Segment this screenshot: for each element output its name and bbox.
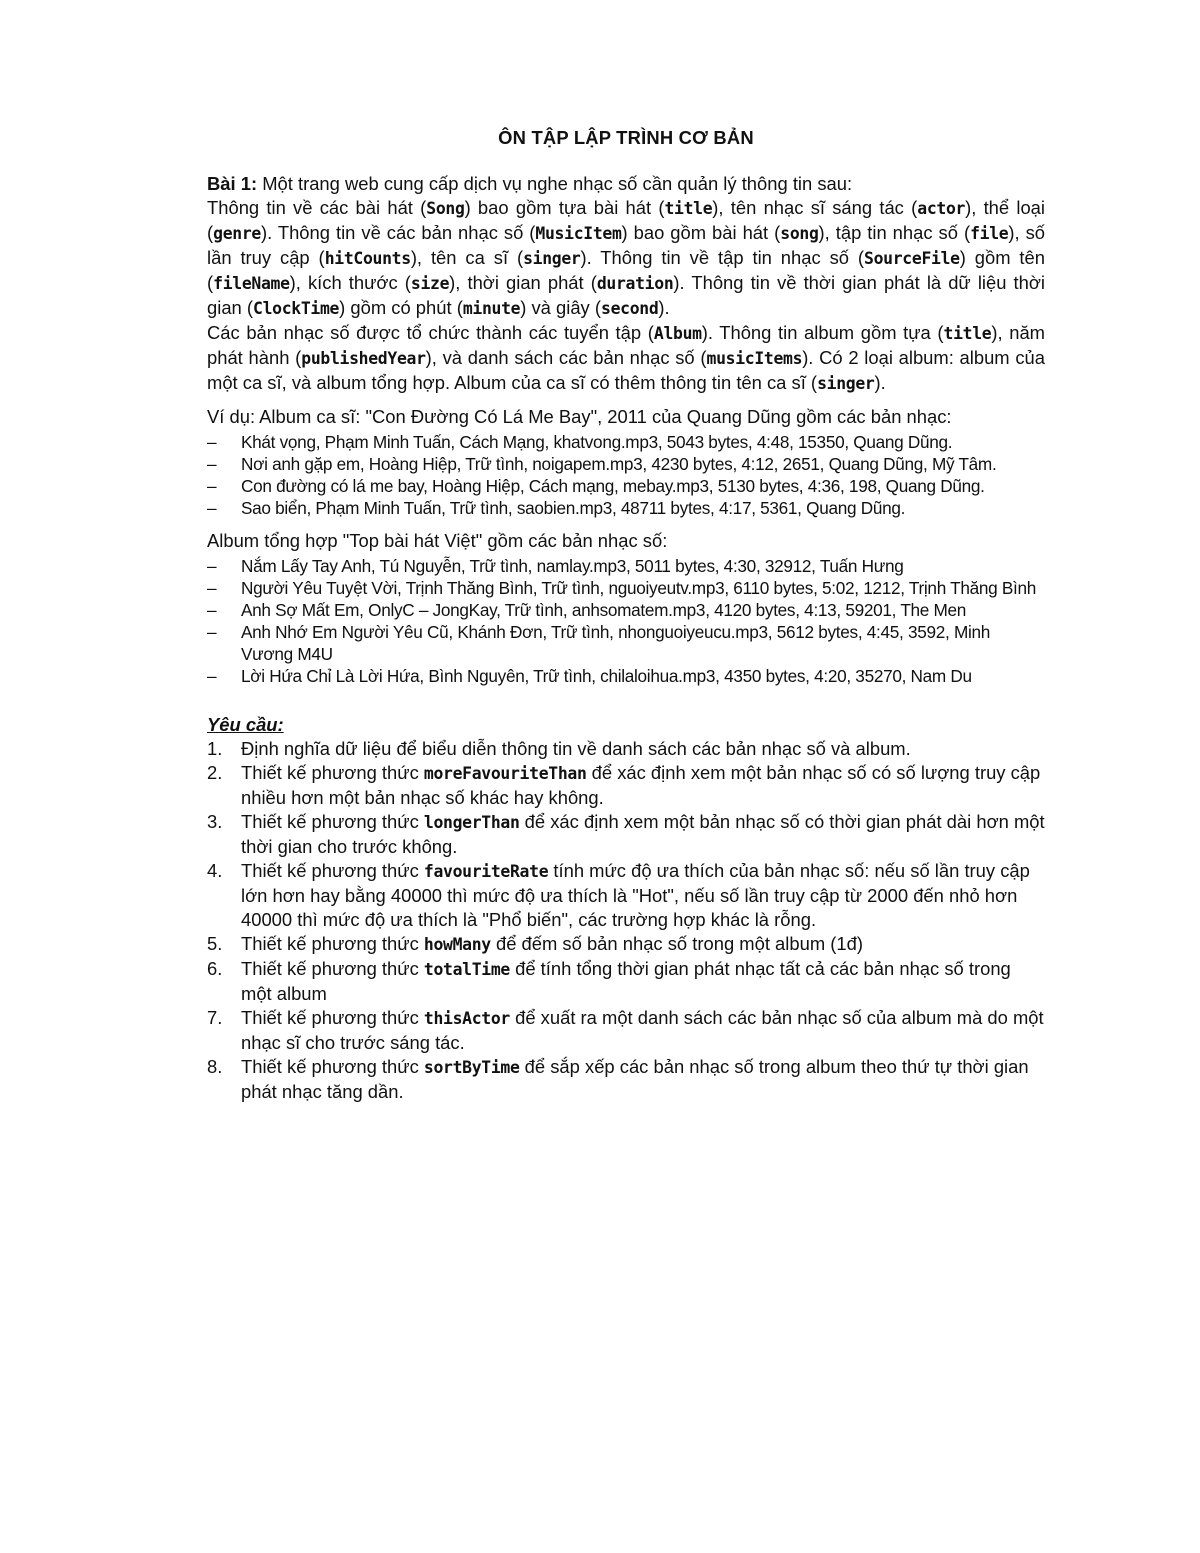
- code-identifier: hitCounts: [324, 249, 411, 268]
- requirement-text: Thiết kế phương thức: [241, 762, 424, 783]
- singer-album-list: [207, 431, 1045, 519]
- list-bullet: –: [207, 498, 217, 518]
- description-text: ), thể loại (: [207, 197, 1045, 243]
- list-bullet: –: [207, 666, 217, 686]
- requirement-item: [207, 810, 1045, 859]
- method-name: moreFavouriteThan: [423, 764, 587, 783]
- description-text: ), kích thước (: [289, 272, 411, 293]
- requirement-text: tính mức độ ưa thích của bản nhạc số: nếu số lần truy cập lớn hơn hay bằng 40000 thì mức độ ưa thích là "Hot", nếu số lần truy cập từ 2000 đến nhỏ hơn 40000 thì mức độ ưa thích là "Phổ biến", các trường hợp khác là rỗng.: [241, 860, 1030, 930]
- compilation-intro: Album tổng hợp "Top bài hát Việt" gồm các bản nhạc số:: [207, 530, 668, 551]
- code-identifier: actor: [917, 199, 966, 218]
- code-identifier: Album: [653, 324, 702, 343]
- method-name: longerThan: [423, 813, 520, 832]
- code-identifier: SourceFile: [864, 249, 960, 268]
- document-page: [207, 126, 1045, 1104]
- list-item-text: Sao biển, Phạm Minh Tuấn, Trữ tình, saobien.mp3, 48711 bytes, 4:17, 5361, Quang Dũng.: [241, 498, 906, 518]
- description-text: ). Thông tin về thời gian phát là dữ liệu thời gian (: [207, 272, 1045, 318]
- requirement-number: 1.: [207, 738, 223, 759]
- requirement-number: 3.: [207, 811, 223, 832]
- list-bullet: –: [207, 454, 217, 474]
- requirement-item: [207, 737, 1045, 761]
- code-identifier: size: [410, 274, 450, 293]
- exercise-intro: [207, 172, 1045, 196]
- requirement-text: để xác định xem một bản nhạc số có số lượng truy cập nhiều hơn một bản nhạc số khác hay không.: [241, 762, 1041, 808]
- code-identifier: minute: [462, 299, 521, 318]
- list-bullet: –: [207, 556, 217, 576]
- requirement-text: để xuất ra một danh sách các bản nhạc số của album mà do một nhạc sĩ cho trước sáng tác.: [241, 1007, 1044, 1053]
- requirement-text: Thiết kế phương thức: [241, 933, 424, 954]
- description-text: ). Thông tin về các bản nhạc số (: [260, 222, 536, 243]
- code-identifier: publishedYear: [301, 349, 426, 368]
- code-identifier: singer: [817, 374, 875, 393]
- requirement-item: [207, 761, 1045, 810]
- song-list-item: [207, 453, 1045, 475]
- exercise-label: Bài 1:: [207, 173, 258, 194]
- code-identifier: song: [780, 224, 819, 243]
- requirement-text: để đếm số bản nhạc số trong một album (1đ): [490, 933, 863, 954]
- description-text: Các bản nhạc số được tổ chức thành các tuyển tập (: [207, 322, 654, 343]
- code-identifier: title: [664, 199, 713, 218]
- requirement-item: [207, 859, 1045, 932]
- code-identifier: title: [943, 324, 992, 343]
- description-text: ) gồm tên (: [207, 247, 1045, 293]
- requirement-item: [207, 1006, 1045, 1055]
- method-name: thisActor: [423, 1009, 510, 1028]
- song-list-item: [207, 599, 1045, 621]
- code-identifier: genre: [213, 224, 261, 243]
- code-identifier: file: [970, 224, 1009, 243]
- code-identifier: second: [601, 299, 659, 318]
- method-name: favouriteRate: [423, 862, 549, 881]
- description-text: ). Thông tin về tập tin nhạc số (: [580, 247, 865, 268]
- requirement-text: Thiết kế phương thức: [241, 1056, 424, 1077]
- code-identifier: musicItems: [706, 349, 803, 368]
- exercise-intro-text: Một trang web cung cấp dịch vụ nghe nhạc số cần quản lý thông tin sau:: [257, 173, 853, 194]
- list-bullet: –: [207, 432, 217, 452]
- description-text: ) bao gồm bài hát (: [621, 222, 781, 243]
- requirement-number: 4.: [207, 860, 223, 881]
- description-text: Thông tin về các bài hát (: [207, 197, 427, 218]
- list-item-text: Lời Hứa Chỉ Là Lời Hứa, Bình Nguyên, Trữ tình, chilaloihua.mp3, 4350 bytes, 4:20, 35270, Nam Du: [241, 666, 972, 686]
- song-list-item: [207, 555, 1045, 577]
- list-bullet: –: [207, 578, 217, 598]
- document-title: ÔN TẬP LẬP TRÌNH CƠ BẢN: [498, 127, 754, 148]
- song-list-item: [207, 497, 1045, 519]
- description-text: ), thời gian phát (: [449, 272, 597, 293]
- description-text: ), tập tin nhạc số (: [818, 222, 971, 243]
- requirement-text: Thiết kế phương thức: [241, 860, 424, 881]
- requirement-item: [207, 932, 1045, 957]
- list-bullet: –: [207, 622, 217, 642]
- requirement-text: Thiết kế phương thức: [241, 1007, 424, 1028]
- description-text: ) gồm có phút (: [339, 297, 463, 318]
- description-text: ), năm phát hành (: [207, 322, 1046, 368]
- method-name: howMany: [423, 935, 491, 954]
- list-item-text: Nơi anh gặp em, Hoàng Hiệp, Trữ tình, noigapem.mp3, 4230 bytes, 4:12, 2651, Quang Dũng, Mỹ Tâm.: [241, 454, 997, 474]
- requirements-list: [207, 737, 1045, 1104]
- description-text: ). Có 2 loại album: album của một ca sĩ, và album tổng hợp. Album của ca sĩ có thêm thông tin tên ca sĩ (: [207, 347, 1045, 393]
- requirement-item: [207, 957, 1045, 1006]
- description-text: ).: [658, 297, 670, 318]
- requirement-text: Thiết kế phương thức: [241, 811, 424, 832]
- list-bullet: –: [207, 600, 217, 620]
- description-text: ), tên ca sĩ (: [410, 247, 524, 268]
- requirement-text: Thiết kế phương thức: [241, 958, 424, 979]
- description-text: ) bao gồm tựa bài hát (: [464, 197, 665, 218]
- requirements-heading: Yêu cầu:: [207, 714, 284, 735]
- requirement-number: 7.: [207, 1007, 223, 1028]
- list-item-text: Nắm Lấy Tay Anh, Tú Nguyễn, Trữ tình, namlay.mp3, 5011 bytes, 4:30, 32912, Tuấn Hưng: [241, 556, 904, 576]
- example-intro: Ví dụ: Album ca sĩ: "Con Đường Có Lá Me Bay", 2011 của Quang Dũng gồm các bản nhạc:: [207, 406, 952, 427]
- code-identifier: singer: [523, 249, 581, 268]
- description-text: ), số lần truy cập (: [207, 222, 1045, 268]
- code-identifier: ClockTime: [253, 299, 340, 318]
- requirement-text: Định nghĩa dữ liệu để biểu diễn thông tin về danh sách các bản nhạc số và album.: [241, 738, 911, 759]
- requirement-number: 2.: [207, 762, 223, 783]
- list-item-text: Người Yêu Tuyệt Vời, Trịnh Thăng Bình, Trữ tình, nguoiyeutv.mp3, 6110 bytes, 5:02, 1212, Trịnh Thăng Bình: [241, 578, 1036, 598]
- description-text: ).: [874, 372, 886, 393]
- list-item-text: Khát vọng, Phạm Minh Tuấn, Cách Mạng, khatvong.mp3, 5043 bytes, 4:48, 15350, Quang Dũng.: [241, 432, 953, 452]
- list-bullet: –: [207, 476, 217, 496]
- code-identifier: Song: [426, 199, 465, 218]
- requirement-number: 8.: [207, 1056, 223, 1077]
- requirement-text: để sắp xếp các bản nhạc số trong album theo thứ tự thời gian phát nhạc tăng dần.: [241, 1056, 1029, 1102]
- requirement-item: [207, 1055, 1045, 1104]
- requirement-text: để xác định xem một bản nhạc số có thời gian phát dài hơn một thời gian cho trước không.: [241, 811, 1045, 857]
- song-list-item: [207, 475, 1045, 497]
- album-description: [207, 321, 1045, 396]
- code-identifier: MusicItem: [535, 224, 622, 243]
- song-list-item: [207, 577, 1045, 599]
- requirement-number: 6.: [207, 958, 223, 979]
- description-text: ) và giây (: [520, 297, 601, 318]
- list-item-text: Anh Sợ Mất Em, OnlyC – JongKay, Trữ tình, anhsomatem.mp3, 4120 bytes, 4:13, 59201, The Men: [241, 600, 967, 620]
- data-description: [207, 196, 1045, 321]
- description-text: ), và danh sách các bản nhạc số (: [425, 347, 707, 368]
- description-text: ). Thông tin album gồm tựa (: [701, 322, 944, 343]
- song-list-item: [207, 665, 1045, 687]
- requirement-number: 5.: [207, 933, 223, 954]
- requirement-text: để tính tổng thời gian phát nhạc tất cả các bản nhạc số trong một album: [241, 958, 1011, 1004]
- compilation-album-list: [207, 555, 1045, 687]
- method-name: sortByTime: [423, 1058, 520, 1077]
- code-identifier: fileName: [213, 274, 290, 293]
- description-text: ), tên nhạc sĩ sáng tác (: [712, 197, 918, 218]
- code-identifier: duration: [596, 274, 674, 293]
- list-item-text: Anh Nhớ Em Người Yêu Cũ, Khánh Đơn, Trữ tình, nhonguoiyeucu.mp3, 5612 bytes, 4:45, 3592, Minh Vương M4U: [241, 622, 991, 664]
- list-item-text: Con đường có lá me bay, Hoàng Hiệp, Cách mạng, mebay.mp3, 5130 bytes, 4:36, 198, Quang Dũng.: [241, 476, 985, 496]
- song-list-item: [207, 621, 1045, 665]
- song-list-item: [207, 431, 1045, 453]
- method-name: totalTime: [423, 960, 510, 979]
